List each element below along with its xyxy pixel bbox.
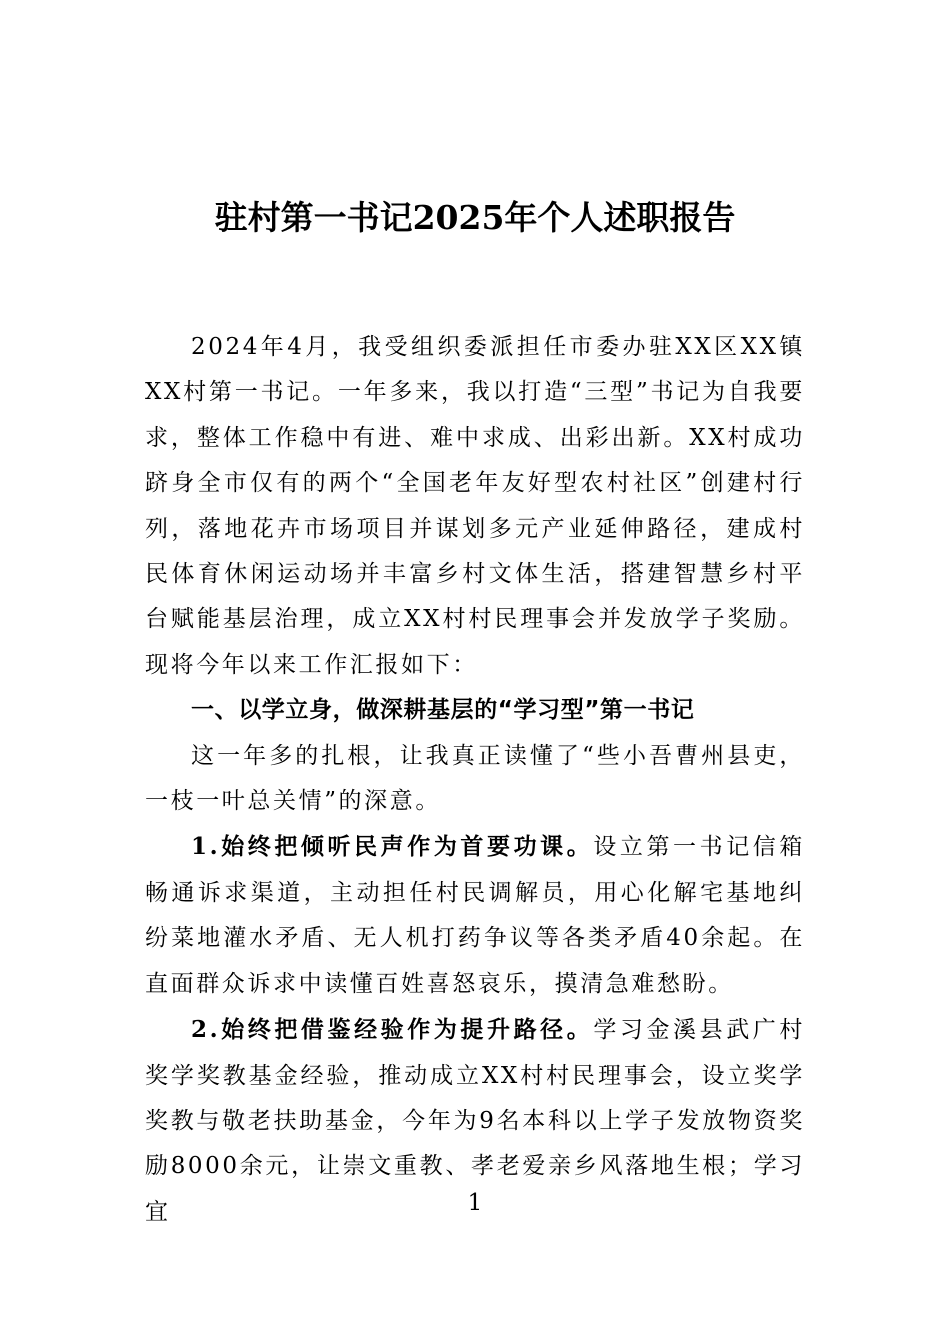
document-body [145, 325, 805, 1235]
page-number: 1 [467, 1190, 483, 1216]
item-2-lead: 2.始终把借鉴经验作为提升路径。 [191, 1016, 594, 1044]
section-1-heading: 一、以学立身，做深耕基层的“学习型”第一书记 [191, 697, 695, 724]
section-1-intro: 这一年多的扎根，让我真正读懂了“些小吾曹州县吏，一枝一叶总关情”的深意。 [145, 742, 805, 815]
document-title: 驻村第一书记2025年个人述职报告 [214, 198, 736, 237]
item-1-text: 设立第一书记信箱畅通诉求渠道，主动担任村民调解员，用心化解宅基地纠纷菜地灌水矛盾、无人机打药争议等各类矛盾40余起。在直面群众诉求中读懂百姓喜怒哀乐，摸清急难愁盼。 [145, 834, 805, 997]
item-1-paragraph [145, 824, 805, 1007]
item-1-lead: 1.始终把倾听民声作为首要功课。 [191, 833, 594, 861]
item-2-text: 学习金溪县武广村奖学奖教基金经验，推动成立XX村村民理事会，设立奖学奖教与敬老扶助基金，今年为9名本科以上学子发放物资奖励8000余元，让崇文重教、孝老爱亲乡风落地生根；学习宜 [145, 1017, 805, 1225]
intro-paragraph: 2024年4月，我受组织委派担任市委办驻XX区XX镇XX村第一书记。一年多来，我以打造“三型”书记为自我要求，整体工作稳中有进、难中求成、出彩出新。XX村成功跻身全市仅有的两个“全国老年友好型农村社区”创建村行列，落地花卉市场项目并谋划多元产业延伸路径，建成村民体育休闲运动场并丰富乡村文体生活，搭建智慧乡村平台赋能基层治理，成立XX村村民理事会并发放学子奖励。现将今年以来工作汇报如下： [145, 334, 805, 678]
